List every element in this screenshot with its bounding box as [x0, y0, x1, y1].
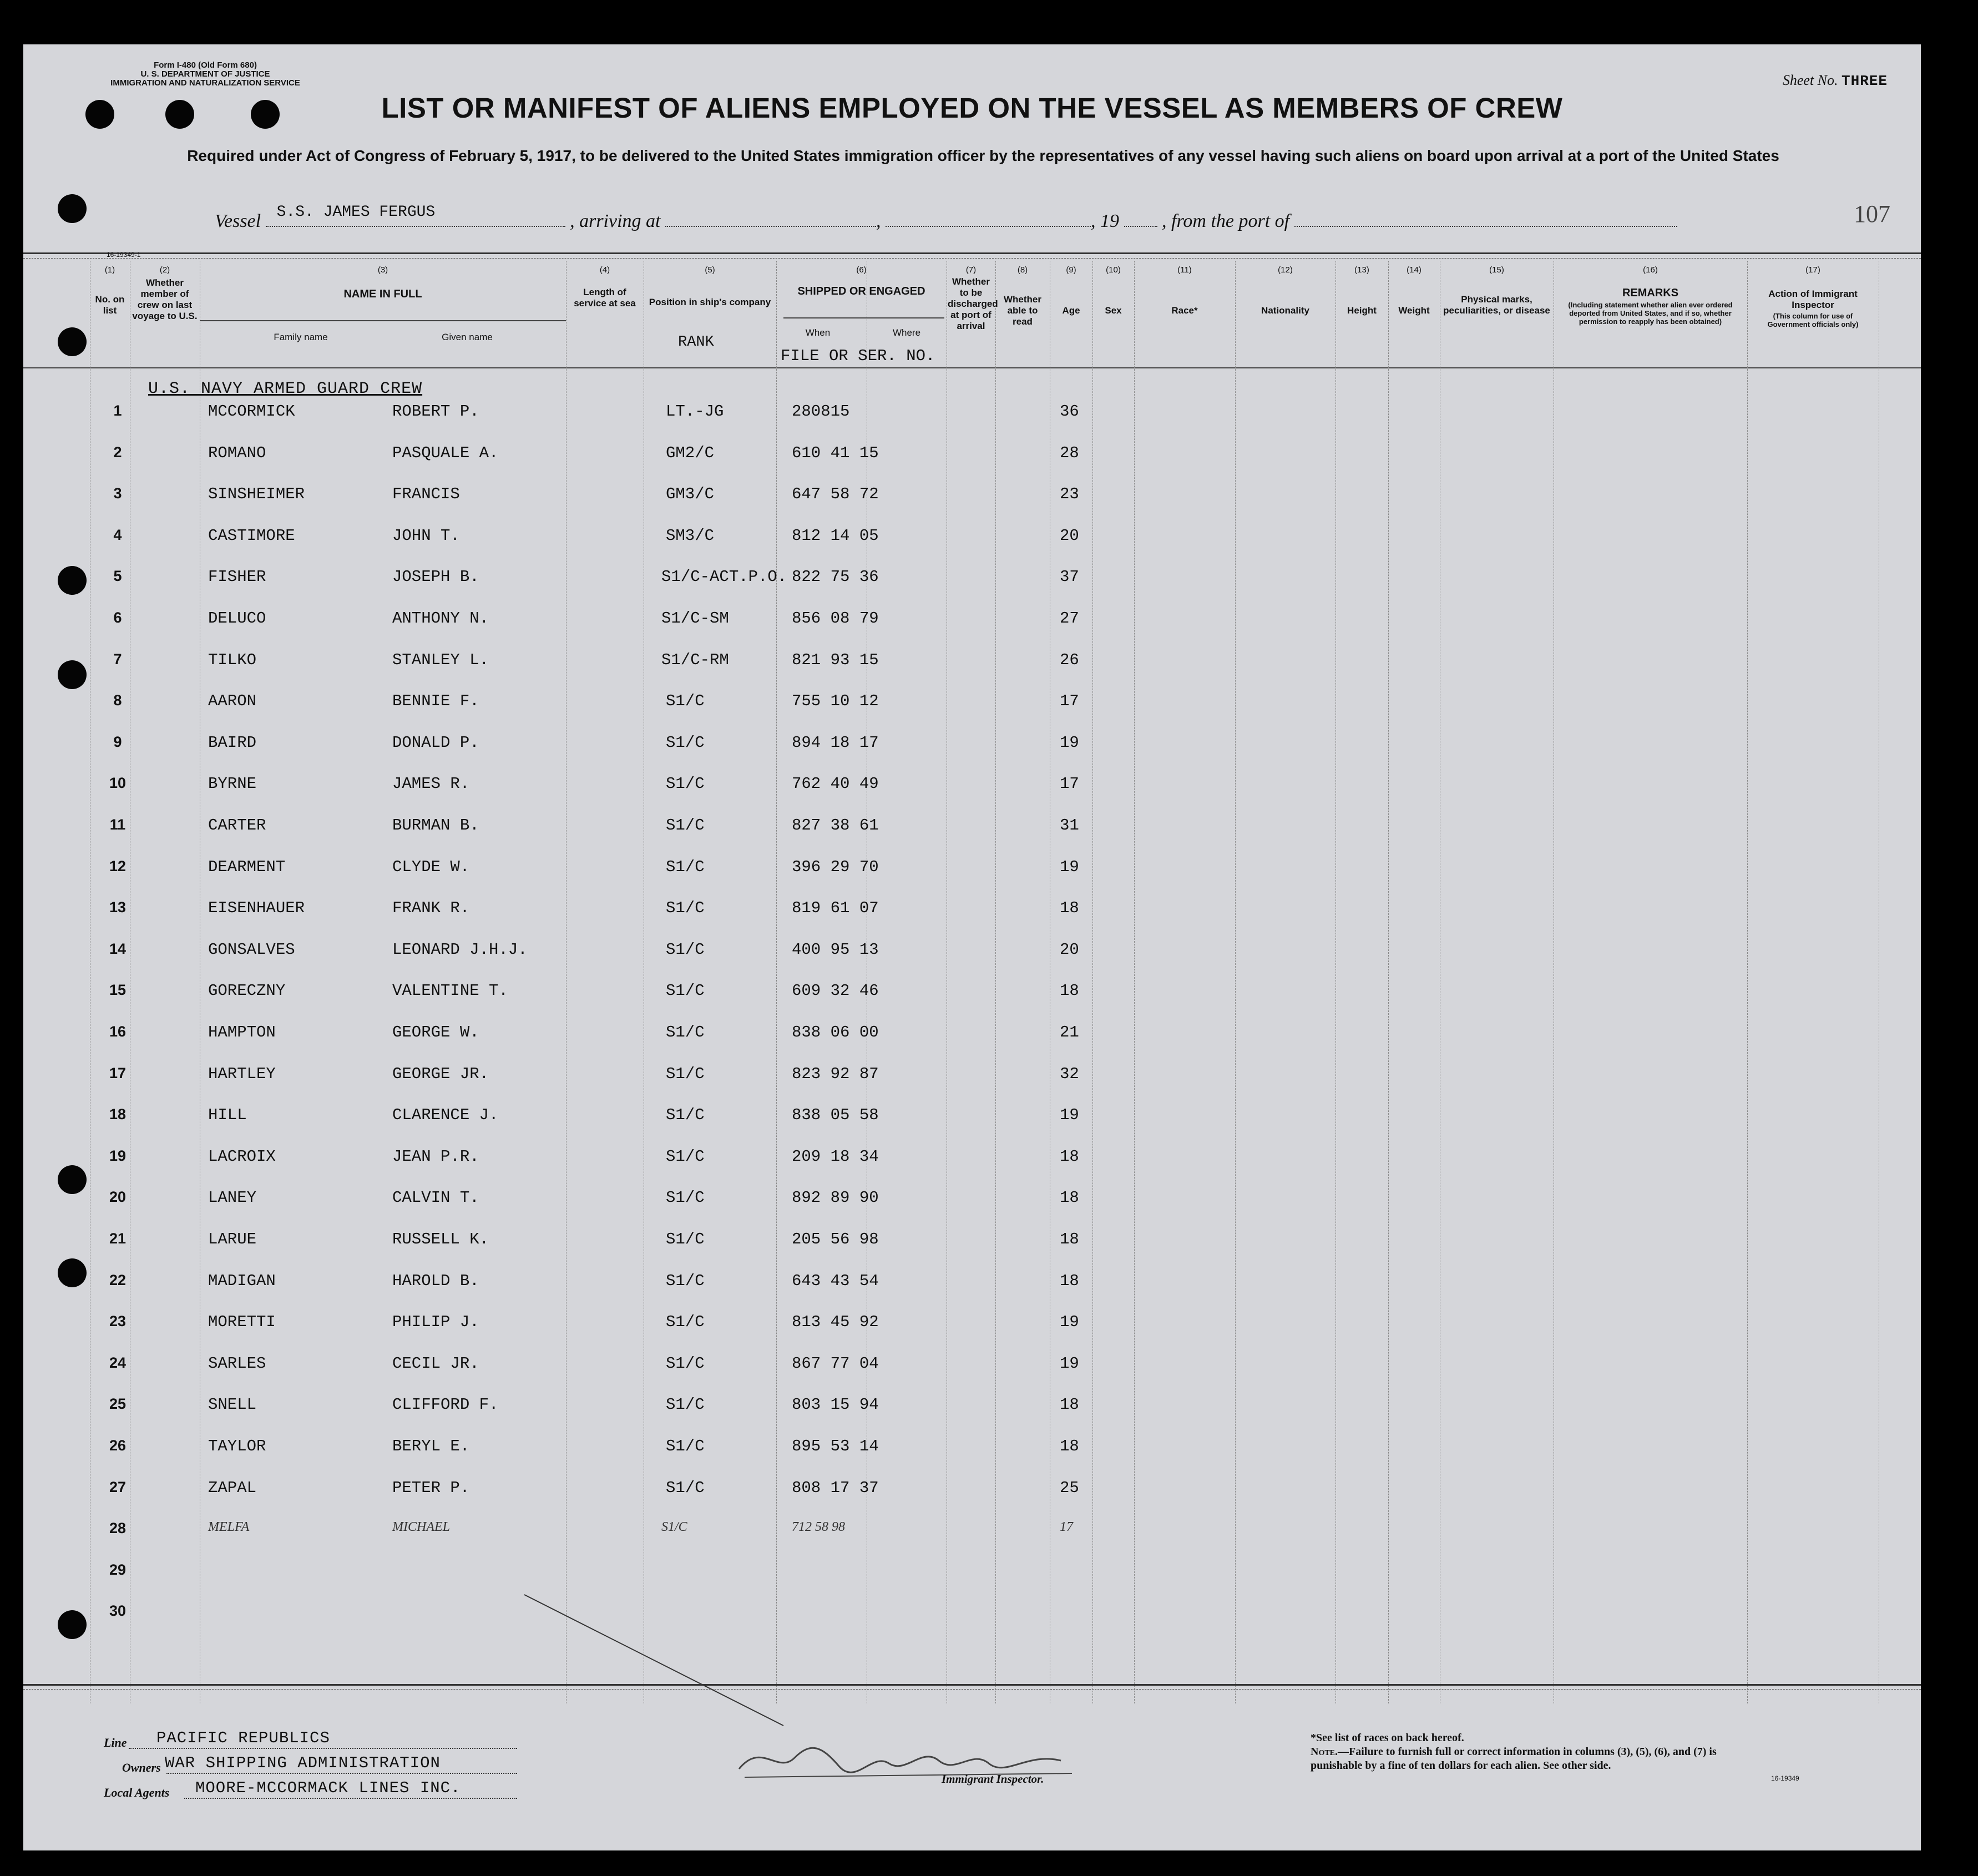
age-cell: 18 [1060, 982, 1079, 1000]
rank-cell: S1/C [666, 775, 705, 793]
given-name-cell: VALENTINE T. [392, 982, 508, 1000]
given-name-cell: BERYL E. [392, 1437, 470, 1455]
column-number: (14) [1407, 265, 1421, 275]
file-number-cell: 610 41 15 [792, 443, 879, 462]
file-number-cell: 822 75 36 [792, 568, 879, 586]
table-row [23, 527, 1921, 568]
row-number: 24 [109, 1354, 127, 1371]
year-field [1124, 211, 1157, 227]
file-number-cell: 838 05 58 [792, 1106, 879, 1125]
family-name-cell: BYRNE [208, 775, 257, 793]
file-number-cell: 867 77 04 [792, 1354, 879, 1373]
vessel-line: Vessel S.S. JAMES FERGUS , arriving at , , 19 , from the port of [215, 211, 1677, 232]
given-name-cell: MICHAEL [392, 1520, 450, 1535]
row-number: 14 [109, 940, 127, 957]
age-cell: 19 [1060, 1313, 1079, 1332]
page-number: 107 [1854, 200, 1890, 227]
header-rule [200, 320, 566, 321]
header-remarks-note: (Including statement whether alien ever ordered deported from United States, and if so, whether permission to reapply has been obtained) [1568, 301, 1733, 326]
row-number: 20 [109, 1189, 127, 1206]
family-name-cell: DEARMENT [208, 857, 286, 876]
age-cell: 19 [1060, 1106, 1079, 1125]
age-cell: 19 [1060, 857, 1079, 876]
row-number: 29 [109, 1561, 127, 1578]
file-number-cell: 838 06 00 [792, 1023, 879, 1041]
form-code: 16-19349 [1771, 1774, 1799, 1782]
given-name-cell: PHILIP J. [392, 1313, 479, 1332]
rank-cell: S1/C [666, 940, 705, 959]
row-number: 26 [109, 1437, 127, 1454]
header-inspector-note: (This column for use of Government officials only) [1767, 312, 1859, 328]
owners-value: WAR SHIPPING ADMINISTRATION [165, 1754, 441, 1772]
header-where: Where [892, 327, 921, 338]
table-row [23, 402, 1921, 444]
row-number: 19 [109, 1147, 127, 1164]
family-name-cell: ZAPAL [208, 1478, 257, 1497]
table-row [23, 1313, 1921, 1354]
year-label: 19 [1100, 211, 1119, 231]
family-name-cell: LANEY [208, 1189, 257, 1207]
table-row [23, 1479, 1921, 1520]
vessel-label: Vessel [215, 211, 261, 231]
table-row [23, 940, 1921, 982]
family-name-cell: LARUE [208, 1230, 257, 1248]
given-name-cell: GEORGE W. [392, 1023, 479, 1041]
family-name-cell: EISENHAUER [208, 899, 305, 918]
column-number: (3) [377, 265, 388, 275]
row-number: 9 [113, 733, 122, 750]
footer-notes [1311, 1731, 1765, 1773]
page-title: LIST OR MANIFEST OF ALIENS EMPLOYED ON THE VESSEL AS MEMBERS OF CREW [381, 92, 1563, 124]
rank-cell: S1/C [666, 692, 705, 711]
small-print: 16-19349-1 [107, 251, 141, 259]
age-cell: 20 [1060, 526, 1079, 545]
header-bottom-rule [23, 367, 1921, 368]
given-name-cell: CLYDE W. [392, 857, 470, 876]
header-weight: Weight [1398, 305, 1430, 316]
column-number: (8) [1017, 265, 1028, 275]
rank-cell: S1/C [666, 816, 705, 835]
row-number: 2 [113, 443, 122, 461]
row-number: 11 [109, 816, 126, 833]
rank-cell: S1/C [666, 1064, 705, 1083]
rank-cell: S1/C [666, 982, 705, 1000]
header-shipped-engaged: SHIPPED OR ENGAGED [797, 285, 925, 297]
table-row [23, 568, 1921, 609]
vessel-field [266, 204, 565, 227]
header-inspector-action: Action of Immigrant Inspector [1768, 289, 1858, 310]
age-cell: 28 [1060, 443, 1079, 462]
rank-cell: S1/C [666, 1189, 705, 1207]
arriving-label: , arriving at [570, 211, 661, 231]
family-name-cell: TILKO [208, 650, 257, 669]
column-number: (16) [1643, 265, 1658, 275]
row-number: 21 [109, 1230, 127, 1247]
file-number-cell: 762 40 49 [792, 775, 879, 793]
age-cell: 18 [1060, 1189, 1079, 1207]
table-row [23, 899, 1921, 940]
row-number: 30 [109, 1602, 127, 1620]
line-field [129, 1748, 517, 1749]
table-row [23, 1561, 1921, 1603]
table-row [23, 609, 1921, 651]
age-cell: 27 [1060, 609, 1079, 628]
family-name-cell: SINSHEIMER [208, 485, 305, 504]
table-row [23, 1602, 1921, 1644]
column-number: (11) [1177, 265, 1192, 275]
table-row [23, 1147, 1921, 1189]
column-number: (4) [599, 265, 610, 275]
given-name-cell: BURMAN B. [392, 816, 479, 835]
age-cell: 17 [1060, 1520, 1073, 1535]
family-name-cell: SNELL [208, 1395, 257, 1414]
header-age: Age [1062, 305, 1080, 316]
family-name-cell: CASTIMORE [208, 526, 295, 545]
family-name-cell: MADIGAN [208, 1271, 276, 1290]
file-number-cell: 823 92 87 [792, 1064, 879, 1083]
table-row [23, 1230, 1921, 1272]
inspector-label: Immigrant Inspector. [942, 1772, 1044, 1786]
file-number-cell: 280815 [792, 402, 850, 421]
family-name-cell: GORECZNY [208, 982, 286, 1000]
given-name-cell: JEAN P.R. [392, 1147, 479, 1166]
rank-cell: S1/C [666, 1313, 705, 1332]
rank-cell: S1/C [666, 1478, 705, 1497]
pen-stroke [523, 1592, 789, 1737]
from-port-label: , from the port of [1162, 211, 1290, 231]
table-row [23, 444, 1921, 486]
rank-cell: S1/C [666, 1147, 705, 1166]
table-row [23, 651, 1921, 692]
age-cell: 32 [1060, 1064, 1079, 1083]
rank-cell: S1/C [666, 1230, 705, 1248]
punch-hole [58, 194, 87, 223]
footer-rule [23, 1684, 1921, 1686]
family-name-cell: MELFA [208, 1520, 250, 1535]
header-race: Race* [1171, 305, 1198, 316]
family-name-cell: ROMANO [208, 443, 266, 462]
form-id-line: Form I-480 (Old Form 680) [154, 60, 257, 70]
given-name-cell: STANLEY L. [392, 650, 489, 669]
section-title: U.S. NAVY ARMED GUARD CREW [148, 380, 423, 398]
table-row [23, 816, 1921, 858]
owners-label: Owners [122, 1761, 161, 1774]
given-name-cell: JOSEPH B. [392, 568, 479, 586]
table-row [23, 1395, 1921, 1437]
table-row [23, 1354, 1921, 1396]
row-number: 8 [113, 692, 122, 709]
age-cell: 20 [1060, 940, 1079, 959]
family-name-cell: BAIRD [208, 733, 257, 752]
row-number: 10 [109, 775, 127, 792]
punch-hole [58, 327, 87, 356]
given-name-cell: PASQUALE A. [392, 443, 499, 462]
table-top-rule [23, 252, 1921, 254]
file-number-cell: 892 89 90 [792, 1189, 879, 1207]
row-number: 15 [109, 982, 127, 999]
table-row [23, 1023, 1921, 1065]
given-name-cell: CLIFFORD F. [392, 1395, 499, 1414]
age-cell: 21 [1060, 1023, 1079, 1041]
given-name-cell: CALVIN T. [392, 1189, 479, 1207]
family-name-cell: FISHER [208, 568, 266, 586]
column-number: (15) [1489, 265, 1504, 275]
age-cell: 17 [1060, 775, 1079, 793]
file-number-cell: 894 18 17 [792, 733, 879, 752]
row-number: 6 [113, 609, 122, 626]
row-number: 1 [113, 402, 122, 419]
row-number: 18 [109, 1106, 127, 1123]
file-number-cell: 396 29 70 [792, 857, 879, 876]
column-number: (2) [159, 265, 170, 275]
row-number: 23 [109, 1313, 127, 1330]
header-family-name: Family name [274, 332, 328, 342]
header-file-no-typed: FILE OR SER. NO. [781, 347, 935, 365]
vessel-value: S.S. JAMES FERGUS [276, 204, 436, 221]
age-cell: 37 [1060, 568, 1079, 586]
age-cell: 25 [1060, 1478, 1079, 1497]
owners-field [166, 1773, 517, 1774]
row-number: 16 [109, 1023, 127, 1040]
file-number-cell: 808 17 37 [792, 1478, 879, 1497]
file-number-cell: 755 10 12 [792, 692, 879, 711]
footer-rule [23, 1689, 1921, 1690]
given-name-cell: LEONARD J.H.J. [392, 940, 528, 959]
row-number: 5 [113, 568, 122, 585]
header-nationality: Nationality [1261, 305, 1309, 316]
column-number: (10) [1106, 265, 1121, 275]
rank-cell: S1/C [666, 1106, 705, 1125]
page-subtitle: Required under Act of Congress of February 5, 1917, to be delivered to the United States immigration officer by the representatives of any vessel having such aliens on board upon arrival at a port of the United States [187, 147, 1779, 164]
given-name-cell: FRANK R. [392, 899, 470, 918]
rank-cell: S1/C-ACT.P.O. [661, 568, 787, 586]
family-name-cell: MORETTI [208, 1313, 276, 1332]
header-name-in-full: NAME IN FULL [343, 288, 422, 300]
column-number: (12) [1278, 265, 1293, 275]
rank-cell: S1/C [661, 1520, 687, 1535]
age-cell: 18 [1060, 1271, 1079, 1290]
family-name-cell: DELUCO [208, 609, 266, 628]
header-sex: Sex [1105, 305, 1122, 316]
file-number-cell: 821 93 15 [792, 650, 879, 669]
row-number: 7 [113, 650, 122, 668]
file-number-cell: 827 38 61 [792, 816, 879, 835]
table-row [23, 982, 1921, 1023]
note-races: *See list of races on back hereof. [1311, 1732, 1464, 1744]
age-cell: 18 [1060, 899, 1079, 918]
form-id-line: IMMIGRATION AND NATURALIZATION SERVICE [110, 78, 300, 88]
agents-field [184, 1798, 517, 1799]
given-name-cell: FRANCIS [392, 485, 460, 504]
form-id-line: U. S. DEPARTMENT OF JUSTICE [140, 69, 270, 79]
header-remarks: REMARKS [1622, 287, 1679, 299]
table-row [23, 1437, 1921, 1479]
note-label: Note. [1311, 1746, 1338, 1758]
file-number-cell: 895 53 14 [792, 1437, 879, 1455]
age-cell: 26 [1060, 650, 1079, 669]
header-position: Position in ship's company [649, 297, 771, 307]
table-row [23, 1065, 1921, 1106]
file-number-cell: 400 95 13 [792, 940, 879, 959]
file-number-cell: 209 18 34 [792, 1147, 879, 1166]
age-cell: 18 [1060, 1230, 1079, 1248]
table-row [23, 775, 1921, 816]
column-number: (1) [104, 265, 115, 275]
column-number: (5) [705, 265, 715, 275]
rank-cell: S1/C [666, 1023, 705, 1041]
file-number-cell: 819 61 07 [792, 899, 879, 918]
sheet-value: THREE [1841, 73, 1888, 89]
header-able-to-read: Whether able to read [1004, 294, 1041, 327]
file-number-cell: 609 32 46 [792, 982, 879, 1000]
agents-label: Local Agents [104, 1786, 170, 1799]
rank-cell: S1/C-SM [661, 609, 729, 628]
port-field [1294, 211, 1677, 227]
given-name-cell: BENNIE F. [392, 692, 479, 711]
line-value: PACIFIC REPUBLICS [156, 1729, 330, 1747]
header-rule [783, 317, 944, 318]
rank-cell: S1/C [666, 1354, 705, 1373]
rank-cell: GM2/C [666, 443, 715, 462]
family-name-cell: TAYLOR [208, 1437, 266, 1455]
given-name-cell: HAROLD B. [392, 1271, 479, 1290]
row-number: 17 [109, 1064, 127, 1081]
file-number-cell: 712 58 98 [792, 1520, 845, 1535]
file-number-cell: 812 14 05 [792, 526, 879, 545]
sheet-label: Sheet No. [1782, 72, 1838, 88]
table-row [23, 858, 1921, 899]
given-name-cell: CECIL JR. [392, 1354, 479, 1373]
age-cell: 18 [1060, 1147, 1079, 1166]
table-row [23, 1272, 1921, 1313]
column-number: (13) [1354, 265, 1369, 275]
header-given-name: Given name [442, 332, 493, 342]
age-cell: 19 [1060, 733, 1079, 752]
given-name-cell: ANTHONY N. [392, 609, 489, 628]
given-name-cell: PETER P. [392, 1478, 470, 1497]
family-name-cell: HAMPTON [208, 1023, 276, 1041]
rank-cell: S1/C [666, 1437, 705, 1455]
family-name-cell: HILL [208, 1106, 247, 1125]
row-number: 4 [113, 526, 122, 543]
file-number-cell: 856 08 79 [792, 609, 879, 628]
row-number: 22 [109, 1271, 127, 1288]
table-row [23, 1106, 1921, 1147]
table-row [23, 1189, 1921, 1230]
header-physical-marks: Physical marks, peculiarities, or disease [1443, 294, 1550, 316]
arriving-field [665, 211, 876, 227]
line-label: Line [104, 1736, 127, 1749]
file-number-cell: 643 43 54 [792, 1271, 879, 1290]
given-name-cell: ROBERT P. [392, 402, 479, 421]
header-height: Height [1347, 305, 1377, 316]
table-row [23, 692, 1921, 734]
file-number-cell: 813 45 92 [792, 1313, 879, 1332]
age-cell: 17 [1060, 692, 1079, 711]
rank-cell: S1/C [666, 899, 705, 918]
rank-cell: S1/C [666, 733, 705, 752]
age-cell: 23 [1060, 485, 1079, 504]
age-cell: 31 [1060, 816, 1079, 835]
file-number-cell: 803 15 94 [792, 1395, 879, 1414]
age-cell: 18 [1060, 1437, 1079, 1455]
column-number: (6) [856, 265, 867, 275]
file-number-cell: 205 56 98 [792, 1230, 879, 1248]
family-name-cell: LACROIX [208, 1147, 276, 1166]
header-no-on-list: No. on list [95, 294, 125, 316]
column-number: (7) [965, 265, 977, 275]
family-name-cell: HARTLEY [208, 1064, 276, 1083]
row-number: 13 [109, 899, 127, 916]
given-name-cell: GEORGE JR. [392, 1064, 489, 1083]
given-name-cell: JAMES R. [392, 775, 470, 793]
age-cell: 36 [1060, 402, 1079, 421]
sheet-number [1783, 72, 1888, 89]
row-number: 3 [113, 485, 122, 502]
given-name-cell: RUSSELL K. [392, 1230, 489, 1248]
header-rank-typed: RANK [678, 334, 714, 351]
family-name-cell: AARON [208, 692, 257, 711]
family-name-cell: SARLES [208, 1354, 266, 1373]
column-number: (17) [1805, 265, 1820, 275]
given-name-cell: CLARENCE J. [392, 1106, 499, 1125]
header-length-service: Length of service at sea [574, 287, 636, 309]
given-name-cell: DONALD P. [392, 733, 479, 752]
column-number: (9) [1066, 265, 1076, 275]
family-name-cell: CARTER [208, 816, 266, 835]
row-number: 12 [109, 857, 127, 874]
row-number: 28 [109, 1520, 127, 1537]
manifest-sheet [23, 44, 1921, 1850]
table-row [23, 734, 1921, 775]
table-row [23, 485, 1921, 527]
table-top-rule [23, 258, 1921, 259]
rank-cell: LT.-JG [666, 402, 724, 421]
rank-cell: S1/C [666, 857, 705, 876]
note-penalty [1311, 1745, 1765, 1773]
age-cell: 19 [1060, 1354, 1079, 1373]
rank-cell: S1/C [666, 1395, 705, 1414]
header-crew-last-voyage: Whether member of crew on last voyage to U.S. [132, 277, 198, 321]
note-text: —Failure to furnish full or correct information in columns (3), (5), (6), and (7) is punishable by a fine of ten dollars for each alien. See other side. [1311, 1746, 1717, 1772]
date-field [886, 211, 1091, 227]
family-name-cell: MCCORMICK [208, 402, 295, 421]
header-discharged: Whether to be discharged at port of arrival [948, 276, 998, 331]
file-number-cell: 647 58 72 [792, 485, 879, 504]
table-row [23, 1520, 1921, 1561]
form-identifier [105, 61, 305, 88]
rank-cell: GM3/C [666, 485, 715, 504]
row-number: 27 [109, 1478, 127, 1495]
rank-cell: S1/C-RM [661, 650, 729, 669]
rank-cell: SM3/C [666, 526, 715, 545]
header-when: When [805, 327, 831, 338]
family-name-cell: GONSALVES [208, 940, 295, 959]
rank-cell: S1/C [666, 1271, 705, 1290]
row-number: 25 [109, 1395, 127, 1413]
given-name-cell: JOHN T. [392, 526, 460, 545]
agents-value: MOORE-MCCORMACK LINES INC. [195, 1779, 461, 1797]
age-cell: 18 [1060, 1395, 1079, 1414]
